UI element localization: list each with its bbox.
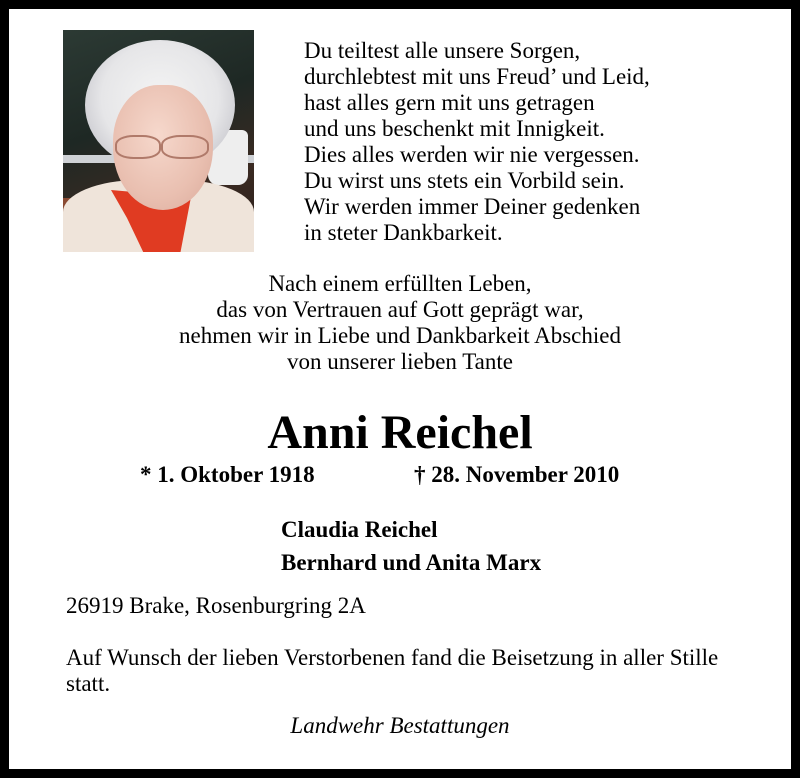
poem-line: und uns beschenkt mit Innigkeit. — [304, 116, 605, 141]
obituary-notice — [9, 9, 791, 769]
poem — [304, 38, 650, 246]
poem-line: in steter Dankbarkeit. — [304, 220, 503, 245]
intro-line: nehmen wir in Liebe und Dankbarkeit Abschied — [179, 323, 621, 348]
address: 26919 Brake, Rosenburgring 2A — [66, 593, 366, 618]
poem-line: Wir werden immer Deiner gedenken — [304, 194, 641, 219]
mourners — [281, 513, 541, 579]
funeral-note: Auf Wunsch der lieben Verstorbenen fand die Beisetzung in aller Stille statt. — [66, 645, 719, 696]
poem-line: Dies alles werden wir nie vergessen. — [304, 142, 640, 167]
intro-line: Nach einem erfüllten Leben, — [268, 271, 532, 296]
intro-line: das von Vertrauen auf Gott geprägt war, — [216, 297, 584, 322]
death-date: † 28. November 2010 — [414, 462, 620, 487]
mourner: Bernhard und Anita Marx — [281, 550, 542, 575]
deceased-name: Anni Reichel — [267, 406, 533, 459]
poem-line: Du wirst uns stets ein Vorbild sein. — [304, 168, 625, 193]
intro-text — [9, 271, 791, 375]
mourner: Claudia Reichel — [281, 517, 438, 542]
poem-line: Du teiltest alle unsere Sorgen, — [304, 38, 581, 63]
poem-line: hast alles gern mit uns getragen — [304, 90, 595, 115]
undertaker: Landwehr Bestattungen — [290, 713, 510, 738]
birth-date: * 1. Oktober 1918 — [140, 462, 315, 487]
intro-line: von unserer lieben Tante — [287, 349, 513, 374]
portrait-photo — [63, 30, 254, 252]
poem-line: durchlebtest mit uns Freud’ und Leid, — [304, 64, 650, 89]
